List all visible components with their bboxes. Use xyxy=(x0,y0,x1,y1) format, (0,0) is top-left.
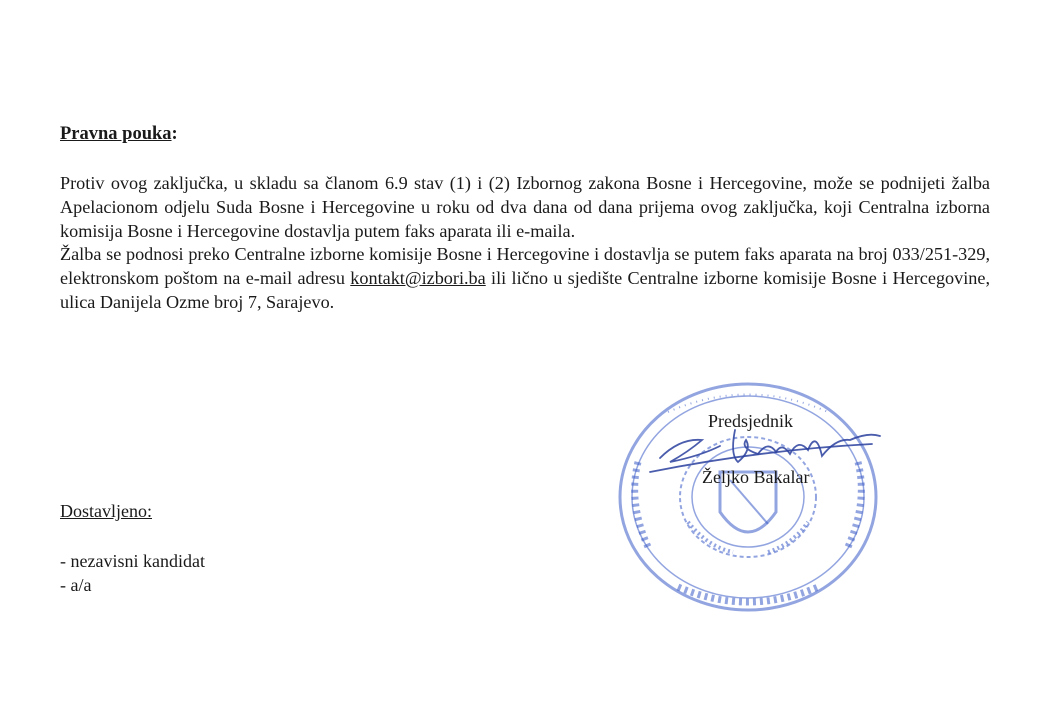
legal-notice-heading xyxy=(60,124,178,145)
legal-notice-body xyxy=(60,172,990,315)
legal-notice-heading-colon: : xyxy=(171,124,178,144)
legal-notice-heading-text: Pravna pouka xyxy=(60,124,172,144)
paragraph-2-start: Žalba se podnosi preko Centralne izborne komisije Bosne i Hercegovine i dostavlja se putem faks aparata na broj 033/251-329, elektronskom poštom na e-mail adresu xyxy=(60,244,990,289)
delivered-to-label: Dostavljeno: xyxy=(60,501,152,521)
recipients-list xyxy=(60,549,205,597)
paragraph-2-end: ili lično u sjedište Centralne izborne komisije Bosne i Hercegovine, ulica Danijela Ozme broj 7, Sarajevo. xyxy=(60,268,991,312)
legal-notice-paragraph-2 xyxy=(60,243,990,314)
signatory-name: Željko Bakalar xyxy=(702,467,810,487)
recipient-item: - a/a xyxy=(60,575,92,595)
recipient-item: - nezavisni kandidat xyxy=(60,551,205,571)
signatory-title: Predsjednik xyxy=(708,411,793,431)
legal-notice-paragraph-1: Protiv ovog zaključka, u skladu sa članom 6.9 stav (1) i (2) Izbornog zakona Bosne i Hercegovine, može se podnijeti žalba Apelacionom odjelu Suda Bosne i Hercegovine u roku od dva dana od dana prijema ovog zaključka, koji Centralna izborna komisija Bosne i Hercegovine dostavlja putem faks aparata ili e-maila. xyxy=(60,173,990,241)
email-link[interactable]: kontakt@izbori.ba xyxy=(350,268,486,289)
